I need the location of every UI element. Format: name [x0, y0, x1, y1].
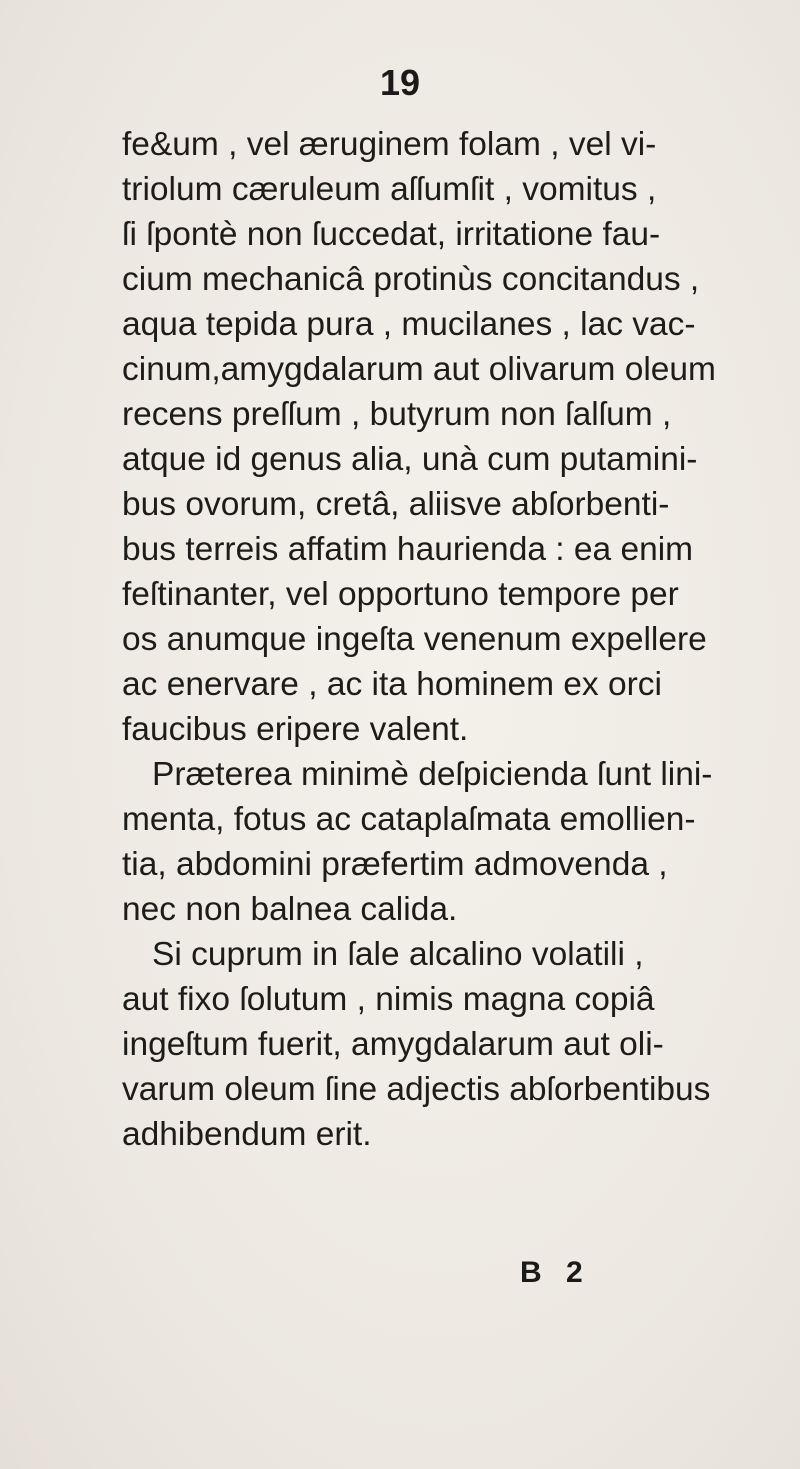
text-line: Præterea minimè deſpicienda ſunt lini- [152, 756, 713, 793]
text-line: recens preſſum , butyrum non ſalſum , [122, 396, 672, 433]
text-line: menta, fotus ac cataplaſmata emollien- [122, 801, 696, 838]
text-line: cium mechanicâ protinùs concitandus , [122, 261, 700, 298]
text-line: faucibus eripere valent. [122, 711, 469, 748]
text-line: ac enervare , ac ita hominem ex orci [122, 666, 662, 703]
text-line: tia, abdomini præfertim admovenda , [122, 846, 668, 883]
text-line: cinum,amygdalarum aut olivarum oleum [122, 351, 716, 388]
text-line: bus terreis affatim haurienda : ea enim [122, 531, 694, 568]
text-line: varum oleum ſine adjectis abſorbentibus [122, 1071, 711, 1108]
text-line: triolum cæruleum aſſumſit , vomitus , [122, 171, 657, 208]
text-line: Si cuprum in ſale alcalino volatili , [152, 936, 644, 973]
text-line: adhibendum erit. [122, 1116, 372, 1153]
text-line: fe&um , vel æruginem folam , vel vi- [122, 126, 657, 163]
text-line: nec non balnea calida. [122, 891, 458, 928]
text-line: bus ovorum, cretâ, aliisve abſorbenti- [122, 486, 670, 523]
text-line: atque id genus alia, unà cum putamini- [122, 441, 698, 478]
text-line: aut fixo ſolutum , nimis magna copiâ [122, 981, 655, 1018]
text-line: aqua tepida pura , mucilanes , lac vac- [122, 306, 696, 343]
text-line: ſi ſpontè non ſuccedat, irritatione fau- [122, 216, 661, 253]
page-number: 19 [379, 62, 421, 103]
signature-mark: B 2 [520, 1256, 591, 1289]
text-line: ingeſtum fuerit, amygdalarum aut oli- [122, 1026, 664, 1063]
text-line: feſtinanter, vel opportuno tempore per [122, 576, 679, 613]
text-line: os anumque ingeſta venenum expellere [122, 621, 707, 658]
